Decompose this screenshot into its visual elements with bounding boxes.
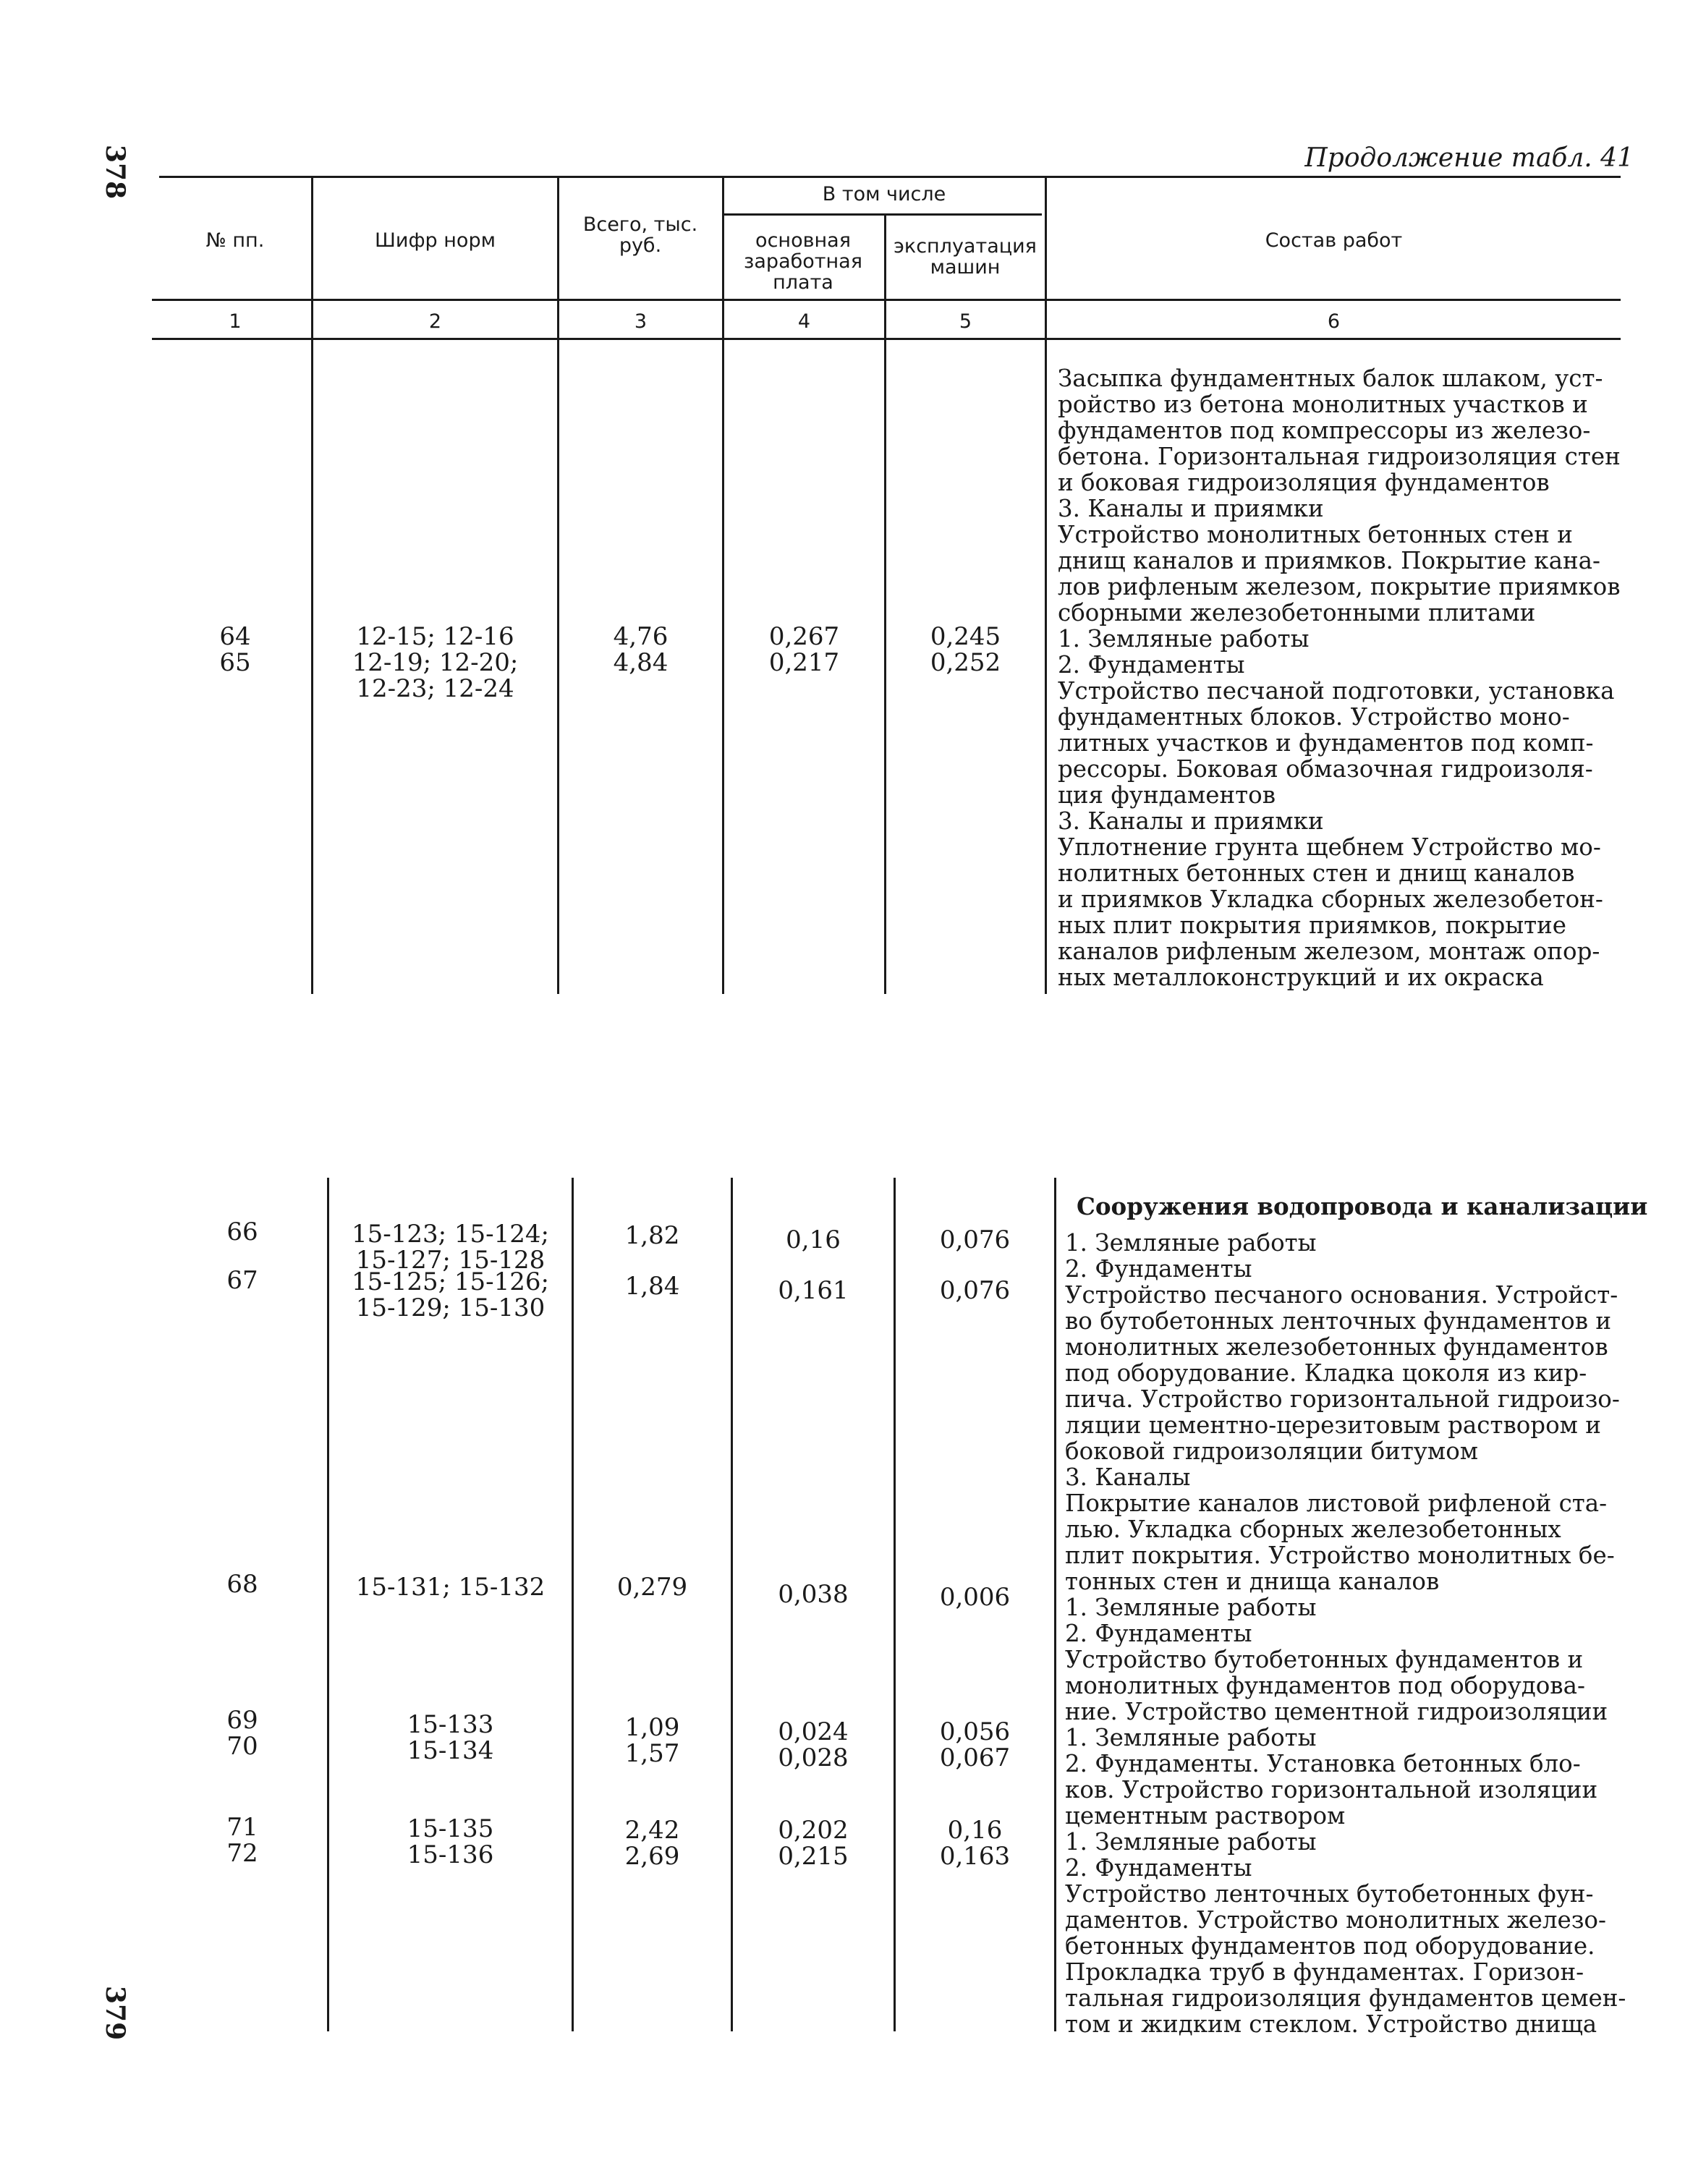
work-line: Устройство песчаного основания. Устройст-: [1065, 1281, 1618, 1309]
top-page-number: 378: [100, 145, 130, 200]
block1-wages: [724, 624, 884, 676]
work-line: каналов рифленым железом, монтаж опор-: [1058, 938, 1600, 965]
norm-codes: [329, 1712, 572, 1764]
block1-machines: [886, 624, 1045, 676]
norm-codes: [329, 1816, 572, 1868]
work-line: под оборудование. Кладка цоколя из кир-: [1065, 1359, 1587, 1387]
table-caption: Продолжение табл. 41: [1304, 143, 1634, 173]
work-line: монолитных железобетонных фундаментов: [1065, 1333, 1608, 1361]
work-line: 1. Земляные работы: [1065, 1828, 1317, 1856]
block1-totals: [559, 624, 722, 676]
wage-value: 0,038: [778, 1580, 849, 1609]
work-line: Засыпка фундаментных балок шлаком, уст-: [1058, 365, 1603, 392]
row-num: 66: [226, 1218, 258, 1246]
header-incl: В том числе: [822, 183, 946, 205]
work-line: и боковая гидроизоляция фундаментов: [1058, 469, 1550, 496]
work-line: ляции цементно-церезитовым раствором и: [1065, 1411, 1601, 1439]
row-num: 71: [226, 1813, 258, 1842]
header-total: Всего, тыс. руб.: [582, 213, 698, 257]
norm-code: 15-129; 15-130: [355, 1293, 546, 1322]
work-line: ние. Устройство цементной гидроизоляции: [1065, 1698, 1608, 1725]
norm-code: 15-134: [407, 1736, 494, 1765]
work-line: том и жидким стеклом. Устройство днища: [1065, 2010, 1597, 2038]
work-line: фундаментных блоков. Устройство моно-: [1058, 703, 1570, 731]
work-line: 1. Земляные работы: [1065, 1594, 1317, 1621]
work-line: 2. Фундаменты: [1058, 651, 1245, 679]
work-line: во бутобетонных ленточных фундаментов и: [1065, 1307, 1612, 1335]
machine-values: [896, 1817, 1054, 1869]
work-line: пича. Устройство горизонтальной гидроизо-: [1065, 1385, 1620, 1413]
work-line: бетона. Горизонтальная гидроизоляция стен: [1058, 443, 1621, 470]
row-num: 72: [226, 1839, 258, 1868]
work-line: лью. Укладка сборных железобетонных: [1065, 1516, 1561, 1543]
work-line: бетонных фундаментов под оборудование.: [1065, 1932, 1595, 1960]
machine-value: 0,16: [947, 1816, 1003, 1845]
work-line: сборными железобетонными плитами: [1058, 599, 1536, 626]
work-line: ных металлоконструкций и их окраска: [1058, 964, 1544, 991]
colnum-1: 1: [229, 310, 242, 333]
row-num: 67: [226, 1266, 258, 1295]
work-line: 2. Фундаменты: [1065, 1255, 1252, 1283]
work-line: плит покрытия. Устройство монолитных бе-: [1065, 1542, 1615, 1569]
work-line: Покрытие каналов листовой рифленой ста-: [1065, 1490, 1608, 1517]
work-line: 1. Земляные работы: [1065, 1229, 1317, 1257]
row-num: 68: [226, 1570, 258, 1599]
work-line: тонных стен и днища каналов: [1065, 1568, 1440, 1595]
header-mach: эксплуатация машин: [894, 235, 1037, 279]
work-line: цементным раствором: [1065, 1802, 1346, 1830]
wage-value: 0,024: [778, 1717, 849, 1746]
work-line: нолитных бетонных стен и днищ каналов: [1058, 859, 1575, 887]
work-line: ков. Устройство горизонтальной изоляции: [1065, 1776, 1598, 1803]
work-line: и приямков Укладка сборных железобетон-: [1058, 885, 1603, 913]
machine-value: 0,076: [939, 1225, 1011, 1254]
total-value: 1,09: [624, 1713, 680, 1742]
machine-value: 0,067: [939, 1743, 1011, 1772]
row-nums: [159, 1707, 326, 1759]
work-line: Устройство песчаной подготовки, установка: [1058, 677, 1615, 705]
colnum-6: 6: [1327, 310, 1341, 333]
total-value: 1,57: [624, 1739, 680, 1768]
norm-code: 12-19; 12-20;: [352, 648, 519, 677]
work-line: 3. Каналы и приямки: [1058, 495, 1324, 522]
machine-value: 0,006: [939, 1583, 1011, 1612]
machine-value: 0,163: [939, 1842, 1011, 1871]
norm-code: 12-23; 12-24: [356, 674, 514, 703]
colnum-4: 4: [797, 310, 811, 333]
colnum-3: 3: [634, 310, 648, 333]
wage-value: 0,217: [768, 648, 840, 677]
work-line: 3. Каналы: [1065, 1463, 1191, 1491]
norm-codes: [329, 1574, 572, 1600]
work-line: 1. Земляные работы: [1058, 625, 1310, 653]
work-line: Уплотнение грунта щебнем Устройство мо-: [1058, 833, 1601, 861]
machine-value: 0,076: [939, 1276, 1011, 1305]
wage-value: 0,028: [778, 1743, 849, 1772]
work-line: ройство из бетона монолитных участков и: [1058, 391, 1588, 418]
norm-code: 12-15; 12-16: [356, 622, 514, 651]
norm-code: 15-136: [407, 1840, 494, 1869]
block1-work-description: [1058, 365, 1621, 991]
work-line: рессоры. Боковая обмазочная гидроизоля-: [1058, 755, 1593, 783]
block1-codes: [313, 624, 557, 702]
work-line: тальная гидроизоляция фундаментов цемен-: [1065, 1984, 1626, 2012]
row-num: 64: [219, 622, 251, 651]
wage-values: [733, 1719, 894, 1771]
wage-value: 0,267: [768, 622, 840, 651]
machine-values: [896, 1719, 1054, 1771]
work-line: 1. Земляные работы: [1065, 1724, 1317, 1751]
work-line: фундаментов под компрессоры из железо-: [1058, 417, 1591, 444]
total-value: 2,69: [624, 1842, 680, 1871]
wage-value: 0,16: [786, 1225, 841, 1254]
total-value: 0,279: [616, 1573, 688, 1602]
colnum-bottom-rule: [152, 338, 1621, 340]
work-line: литных участков и фундаментов под комп-: [1058, 729, 1594, 757]
section-title-text: Сооружения водопровода и канализации: [1077, 1192, 1648, 1220]
machine-value: 0,252: [930, 648, 1001, 677]
norm-codes: [329, 1269, 572, 1321]
work-line: Устройство бутобетонных фундаментов и: [1065, 1646, 1584, 1673]
work-line: ция фундаментов: [1058, 781, 1276, 809]
work-line: днищ каналов и приямков. Покрытие кана-: [1058, 547, 1600, 574]
work-line: Устройство ленточных бутобетонных фун-: [1065, 1880, 1594, 1908]
colnum-5: 5: [959, 310, 972, 333]
header-work: Состав работ: [1265, 229, 1403, 252]
row-nums: [159, 1814, 326, 1866]
norm-code: 15-133: [407, 1710, 494, 1739]
row-num: 65: [219, 648, 251, 677]
norm-code: 15-135: [407, 1814, 494, 1843]
row-num: 69: [226, 1706, 258, 1735]
wage-value: 0,215: [778, 1842, 849, 1871]
block2-col-sep-5: [1054, 1178, 1056, 2031]
total-value: 4,76: [613, 622, 669, 651]
row-num: 70: [226, 1732, 258, 1761]
total-values: [574, 1817, 731, 1869]
machine-value: 0,056: [939, 1717, 1011, 1746]
block2-col-sep-2: [572, 1178, 574, 2031]
norm-code: 15-123; 15-124;: [351, 1220, 549, 1249]
block2-work-description: [1065, 1229, 1626, 2038]
colnum-2: 2: [428, 310, 442, 333]
total-values: [574, 1715, 731, 1767]
header-wage: основная заработная плата: [744, 229, 862, 294]
wage-value: 0,161: [778, 1276, 849, 1305]
incl-rule: [723, 213, 1042, 216]
machine-value: 0,245: [930, 622, 1001, 651]
work-line: 2. Фундаменты: [1065, 1620, 1252, 1647]
wage-values: [733, 1817, 894, 1869]
norm-code: 15-127; 15-128: [355, 1246, 546, 1275]
header-bottom-rule: [152, 299, 1621, 301]
header-code: Шифр норм: [375, 229, 496, 252]
work-line: боковой гидроизоляции битумом: [1065, 1437, 1479, 1465]
work-line: Прокладка труб в фундаментах. Горизон-: [1065, 1958, 1584, 1986]
total-value: 1,84: [624, 1272, 680, 1301]
bottom-page-number: 379: [100, 1986, 130, 2041]
header-num: № пп.: [205, 229, 265, 252]
norm-code: 15-131; 15-132: [355, 1573, 546, 1602]
work-line: даментов. Устройство монолитных железо-: [1065, 1906, 1606, 1934]
header-top-rule: [159, 176, 1621, 178]
total-value: 2,42: [624, 1816, 680, 1845]
block1-col-sep-5: [1045, 339, 1047, 994]
norm-code: 15-125; 15-126;: [351, 1267, 549, 1296]
work-line: Устройство монолитных бетонных стен и: [1058, 521, 1573, 548]
work-line: монолитных фундаментов под оборудова-: [1065, 1672, 1585, 1699]
work-line: 2. Фундаменты: [1065, 1854, 1252, 1882]
total-value: 1,82: [624, 1221, 680, 1250]
norm-codes: [329, 1221, 572, 1273]
work-line: лов рифленым железом, покрытие приямков: [1058, 573, 1621, 600]
work-line: 3. Каналы и приямки: [1058, 807, 1324, 835]
work-line: 2. Фундаменты. Установка бетонных бло-: [1065, 1750, 1581, 1777]
wage-value: 0,202: [778, 1816, 849, 1845]
block1-nums: [159, 624, 311, 676]
work-line: ных плит покрытия приямков, покрытие: [1058, 912, 1566, 939]
section-title: [1077, 1192, 1648, 1220]
total-value: 4,84: [613, 648, 669, 677]
